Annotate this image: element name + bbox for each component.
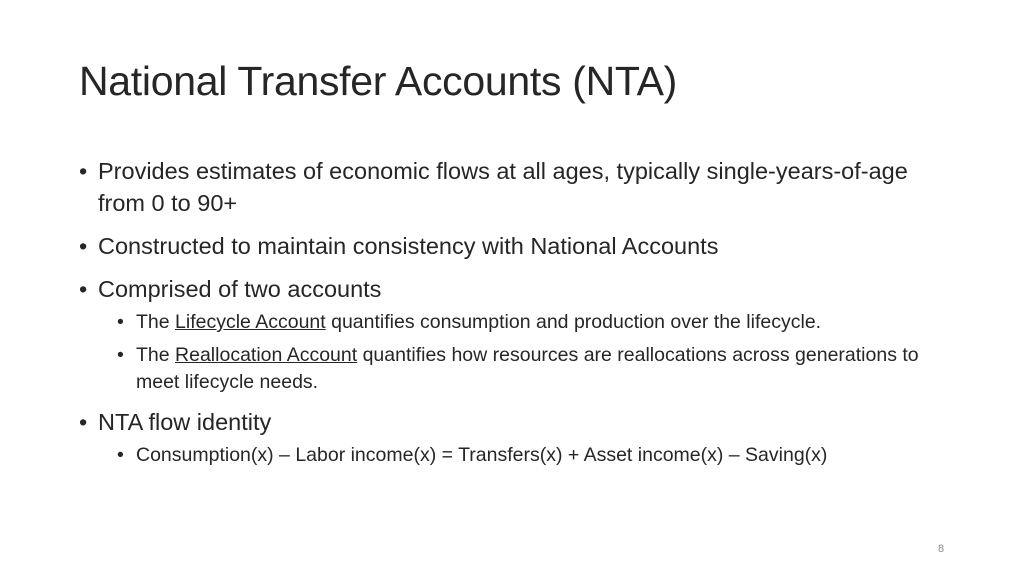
bullet-list — [79, 155, 959, 475]
bullet-item — [79, 273, 959, 305]
page-number: 8 — [938, 543, 945, 555]
bullet-item — [79, 406, 959, 438]
sub-bullet-item: • The Lifecycle Account quantifies consumption and production over the lifecycle. — [117, 309, 959, 336]
bullet-text: Constructed to maintain consistency with National Accounts — [98, 233, 719, 259]
sub-bullet-item — [117, 442, 959, 469]
flow-identity-equation: Consumption(x) – Labor income(x) = Transfers(x) + Asset income(x) – Saving(x) — [136, 444, 828, 466]
bullet-text: Comprised of two accounts — [98, 276, 382, 302]
bullet-item — [79, 155, 959, 219]
bullet-item — [79, 230, 959, 262]
slide-title: National Transfer Accounts (NTA) — [79, 58, 678, 104]
bullet-text: Provides estimates of economic flows at all ages, typically single-years-of-age from 0 to 90+ — [98, 158, 908, 216]
sub-bullet-item: • The Reallocation Account quantifies how resources are reallocations across generations to meet lifecycle needs. — [117, 342, 959, 396]
reallocation-account-term: Reallocation Account — [175, 344, 358, 366]
bullet-text: NTA flow identity — [98, 409, 272, 435]
lifecycle-account-term: Lifecycle Account — [175, 311, 326, 333]
